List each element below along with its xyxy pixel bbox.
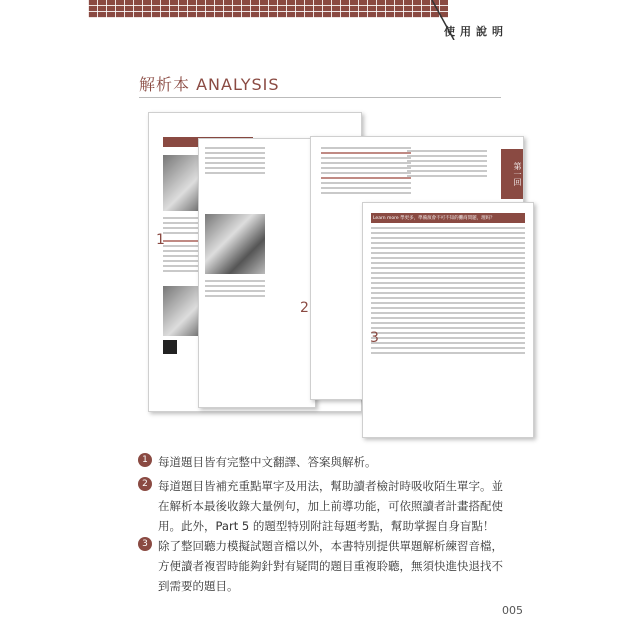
note-number: 1 [138,453,152,467]
grid-pattern [88,0,448,18]
note-text: 每道題目皆補充重點單字及用法，幫助讀者檢討時吸收陌生單字。並在解析本最後收錄大量例句，加上前導功能，可依照讀者計畫搭配使用。此外，Part 5 的題型特別附註每題考點，幫助掌握自身盲點！ [158,479,503,533]
learn-more-heading: Learn more 學更多，準備演會不可不知的攤商問題，理吗？ [371,213,525,223]
note-text: 每道題目皆有完整中文翻譯、答案與解析。 [158,455,377,469]
marker-1: 1 [156,232,165,248]
note-number: 3 [138,537,152,551]
title-underline [139,97,501,98]
section-label: 使用說明 [444,25,508,38]
header-bar [0,0,640,18]
marker-2: 2 [300,300,309,316]
note-1 [138,452,508,472]
note-text: 除了整回聽力模擬試題音檔以外，本書特別提供單題解析練習音檔，方便讀者複習時能夠針對有疑問的題目重複聆聽，無須快進快退找不到需要的題目。 [158,539,503,593]
note-3 [138,536,508,596]
page-number: 005 [502,604,523,617]
page-title: 解析本 ANALYSIS [139,75,280,94]
chapter-tab: 第一回 [501,149,523,199]
note-2 [138,476,508,536]
sample-page-2 [198,138,316,408]
note-number: 2 [138,477,152,491]
sample-page-4 [362,202,534,438]
marker-3: 3 [370,330,379,346]
